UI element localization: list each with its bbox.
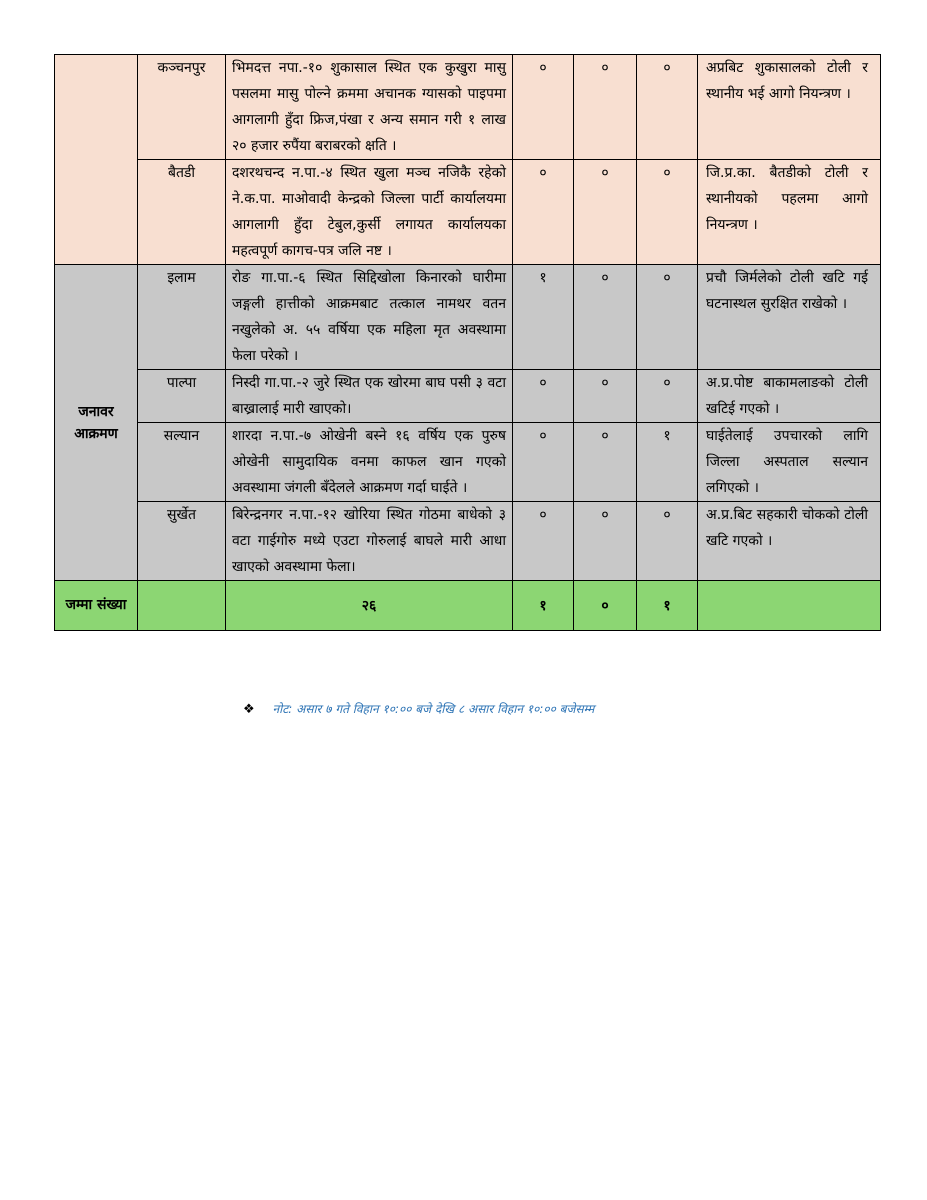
table-row (55, 265, 881, 370)
count-cell: ० (637, 55, 698, 160)
count-cell: ० (513, 160, 574, 265)
empty-cell (698, 581, 881, 631)
incident-table (54, 54, 881, 631)
count-cell: १ (513, 265, 574, 370)
count-cell: १ (637, 423, 698, 502)
description-cell: दशरथचन्द न.पा.-४ स्थित खुला मञ्च नजिकै रहेको ने.क.पा. माओवादी केन्द्रको जिल्ला पार्टी कार्यालयमा आगलागी हुँदा टेबुल,कुर्सी लगायत कार्यालयका महत्वपूर्ण कागच-पत्र जलि नष्ट । (226, 160, 513, 265)
description-cell: भिमदत्त नपा.-१० शुकासाल स्थित एक कुखुरा मासु पसलमा मासु पोल्ने क्रममा अचानक ग्यासको पाइपमा आगलागी हुँदा फ्रिज,पंखा र अन्य समान गरी १ लाख २० हजार रुपैंया बराबरको क्षति । (226, 55, 513, 160)
remark-cell: प्रचौ जिर्मलेको टोली खटि गई घटनास्थल सुरक्षित राखेको । (698, 265, 881, 370)
table-row (55, 55, 881, 160)
footnote (243, 700, 594, 717)
count-cell: ० (513, 423, 574, 502)
district-cell: बैतडी (138, 160, 226, 265)
count-cell: ० (637, 370, 698, 423)
category-cell: जनावर आक्रमण (55, 265, 138, 581)
count-cell: ० (513, 370, 574, 423)
category-cell (55, 55, 138, 265)
count-cell: ० (513, 55, 574, 160)
remark-cell: घाईतेलाई उपचारको लागि जिल्ला अस्पताल सल्यान लगिएको । (698, 423, 881, 502)
count-cell: ० (574, 265, 637, 370)
district-cell: इलाम (138, 265, 226, 370)
footnote-text: नोट: असार ७ गते विहान १०:०० बजे देखि ८ असार विहान १०:०० बजेसम्म (272, 702, 595, 716)
description-cell: निस्दी गा.पा.-२ जुरे स्थित एक खोरमा बाघ पसी ३ वटा बाख्रालाई मारी खाएको। (226, 370, 513, 423)
total-col-b: ० (574, 581, 637, 631)
total-label: जम्मा संख्या (55, 581, 138, 631)
total-count: २६ (226, 581, 513, 631)
description-cell: रोङ गा.पा.-६ स्थित सिद्दिखोला किनारको घारीमा जङ्गली हात्तीको आक्रमबाट तत्काल नामथर वतन नखुलेको अ. ५५ वर्षिया एक महिला मृत अवस्थामा फेला परेको । (226, 265, 513, 370)
remark-cell: अ.प्र.बिट सहकारी चोकको टोली खटि गएको । (698, 502, 881, 581)
description-cell: बिरेन्द्रनगर न.पा.-१२ खोरिया स्थित गोठमा बाधेको ३ वटा गाईगोरु मध्ये एउटा गोरुलाई बाघले मारी आधा खाएको अवस्थामा फेला। (226, 502, 513, 581)
district-cell: कञ्चनपुर (138, 55, 226, 160)
count-cell: ० (513, 502, 574, 581)
remark-cell: अ.प्र.पोष्ट बाकामलाङको टोली खटिई गएको । (698, 370, 881, 423)
count-cell: ० (574, 55, 637, 160)
count-cell: ० (574, 423, 637, 502)
district-cell: सल्यान (138, 423, 226, 502)
empty-cell (138, 581, 226, 631)
total-row (55, 581, 881, 631)
table-row (55, 423, 881, 502)
count-cell: ० (637, 160, 698, 265)
district-cell: पाल्पा (138, 370, 226, 423)
count-cell: ० (637, 265, 698, 370)
total-col-a: १ (513, 581, 574, 631)
table-row (55, 370, 881, 423)
district-cell: सुर्खेत (138, 502, 226, 581)
description-cell: शारदा न.पा.-७ ओखेनी बस्ने १६ वर्षिय एक पुरुष ओखेनी सामुदायिक वनमा काफल खान गएको अवस्थामा जंगली बँदेलले आक्रमण गर्दा घाईते । (226, 423, 513, 502)
count-cell: ० (574, 160, 637, 265)
remark-cell: जि.प्र.का. बैतडीको टोली र स्थानीयको पहलमा आगो नियन्त्रण । (698, 160, 881, 265)
remark-cell: अप्रबिट शुकासालको टोली र स्थानीय भई आगो नियन्त्रण । (698, 55, 881, 160)
table-row (55, 502, 881, 581)
count-cell: ० (574, 370, 637, 423)
count-cell: ० (574, 502, 637, 581)
count-cell: ० (637, 502, 698, 581)
diamond-bullet-icon: ❖ (243, 702, 255, 717)
total-col-c: १ (637, 581, 698, 631)
table-row (55, 160, 881, 265)
